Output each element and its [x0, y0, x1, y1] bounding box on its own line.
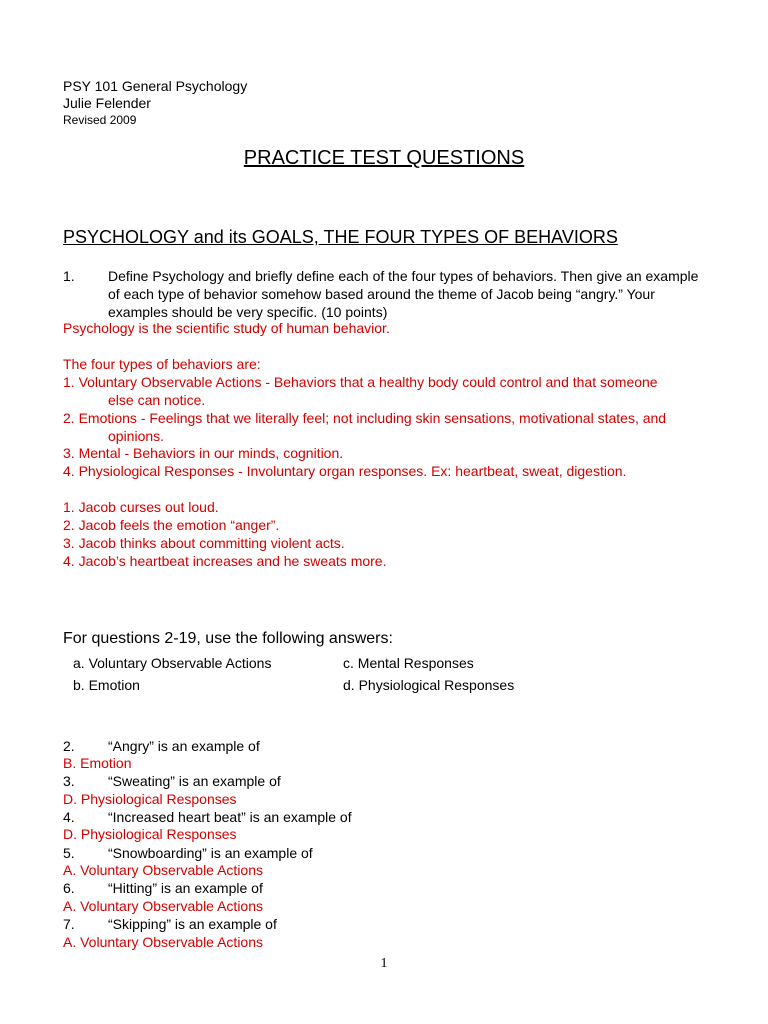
question-text: Define Psychology and briefly define each of the four types of behaviors. Then give an example of each type of behavior somehow based around the theme of Jacob being “angry.” Your examples should be very specific. (10 points) — [108, 268, 699, 320]
example-item: 1. Jacob curses out loud. — [63, 499, 219, 515]
page-title: PRACTICE TEST QUESTIONS — [243, 147, 525, 169]
answer-definition: Psychology is the scientific study of human behavior. — [63, 320, 390, 336]
type-item-continuation: opinions. — [108, 428, 165, 444]
question-number: 1. — [63, 268, 75, 284]
question-6 — [63, 880, 263, 896]
question-text: “Snowboarding” is an example of — [108, 845, 313, 861]
section-title: PSYCHOLOGY and its GOALS, THE FOUR TYPES OF BEHAVIORS — [63, 227, 618, 247]
question-answer: A. Voluntary Observable Actions — [63, 898, 263, 914]
answer-option-d: d. Physiological Responses — [343, 677, 515, 693]
type-item: 2. Emotions - Feelings that we literally feel; not including skin sensations, motivational states, and — [63, 410, 667, 426]
question-answer: B. Emotion — [63, 755, 132, 771]
answer-option-c: c. Mental Responses — [343, 655, 474, 671]
question-number: 7. — [63, 916, 75, 932]
answer-option-a: a. Voluntary Observable Actions — [73, 655, 272, 671]
example-item: 2. Jacob feels the emotion “anger”. — [63, 517, 280, 533]
question-answer: D. Physiological Responses — [63, 791, 237, 807]
question-number: 3. — [63, 773, 75, 789]
example-item: 4. Jacob’s heartbeat increases and he sweats more. — [63, 553, 387, 569]
question-answer: A. Voluntary Observable Actions — [63, 862, 263, 878]
question-7 — [63, 916, 277, 932]
revision-date: Revised 2009 — [63, 113, 137, 127]
types-intro: The four types of behaviors are: — [63, 356, 261, 372]
answers-header: For questions 2-19, use the following answers: — [63, 630, 393, 647]
question-number: 2. — [63, 738, 75, 754]
question-answer: D. Physiological Responses — [63, 826, 237, 842]
question-text: “Hitting” is an example of — [108, 880, 263, 896]
question-number: 6. — [63, 880, 75, 896]
question-3 — [63, 773, 281, 789]
question-5 — [63, 845, 313, 861]
question-number: 4. — [63, 809, 75, 825]
question-2 — [63, 738, 260, 754]
page-number: 1 — [380, 956, 388, 971]
type-item: 1. Voluntary Observable Actions - Behaviors that a healthy body could control and that someone — [63, 374, 658, 390]
question-text: “Increased heart beat” is an example of — [108, 809, 352, 825]
example-item: 3. Jacob thinks about committing violent acts. — [63, 535, 345, 551]
question-text: “Skipping” is an example of — [108, 916, 277, 932]
question-1 — [63, 267, 703, 321]
course-name: PSY 101 General Psychology — [63, 78, 248, 94]
type-item: 3. Mental - Behaviors in our minds, cognition. — [63, 445, 344, 461]
type-item-continuation: else can notice. — [108, 392, 206, 408]
type-item: 4. Physiological Responses - Involuntary organ responses. Ex: heartbeat, sweat, digestion. — [63, 463, 627, 479]
question-answer: A. Voluntary Observable Actions — [63, 934, 263, 950]
answer-option-b: b. Emotion — [73, 677, 140, 693]
question-text: “Angry” is an example of — [108, 738, 260, 754]
question-text: “Sweating” is an example of — [108, 773, 281, 789]
question-number: 5. — [63, 845, 75, 861]
question-4 — [63, 809, 352, 825]
author-name: Julie Felender — [63, 95, 151, 111]
